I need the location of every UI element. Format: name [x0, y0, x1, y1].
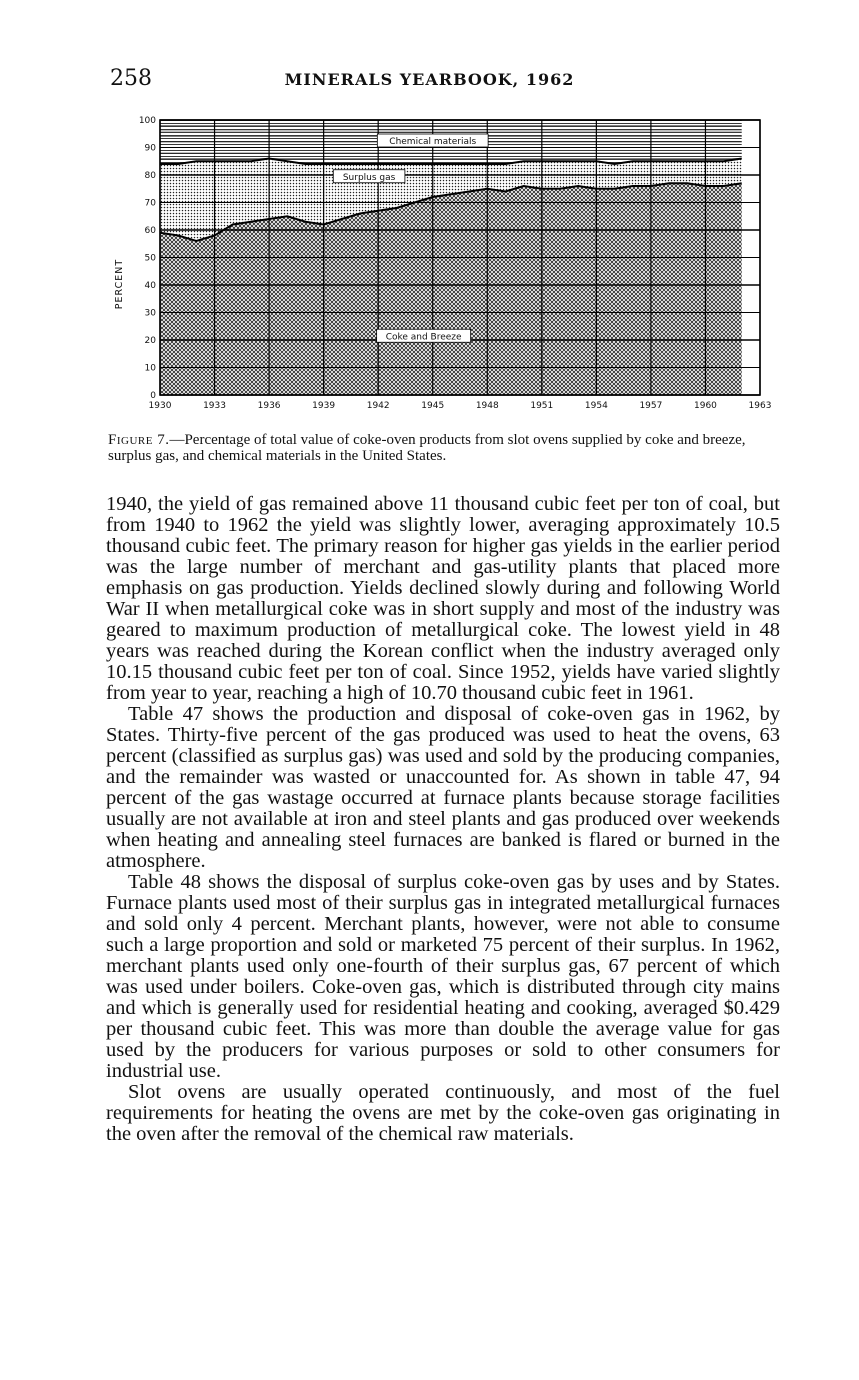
x-tick-label: 1939 — [312, 401, 336, 411]
y-tick-label: 30 — [144, 308, 156, 319]
x-tick-label: 1936 — [257, 401, 281, 411]
svg-text:Coke and Breeze: Coke and Breeze — [385, 332, 462, 343]
series-label-chemical-materials — [377, 134, 488, 147]
running-title: MINERALS YEARBOOK, 1962 — [284, 70, 575, 89]
x-tick-label: 1930 — [148, 401, 172, 411]
x-tick-label: 1933 — [203, 401, 226, 411]
paragraph-1: 1940, the yield of gas remained above 11 thousand cubic feet per ton of coal, but from 1940 to 1962 the yield was slightly lower, averaging approximately 10.5 thousand cubic feet. The primary reason for higher gas yields in the earlier period was the large number of merchant and gas-utility plants that placed more emphasis on gas production. Yields declined slowly during and following World War II when metallurgical coke was in short supply and most of the industry was geared to maximum production of metallurgical coke. The lowest yield in 48 years was reached during the Korean conflict when the industry averaged only 10.15 thousand cubic feet per ton of coal. Since 1952, yields have varied slightly from year to year, reaching a high of 10.70 thousand cubic feet in 1961. — [106, 493, 780, 704]
paragraph-3: Table 48 shows the disposal of surplus coke-oven gas by uses and by States. Furnace plants used most of their surplus gas in integrated metallurgical furnaces and sold only 4 percent. Merchant plants, however, were not able to consume such a large proportion and sold or marketed 75 percent of their surplus. In 1962, merchant plants used only one-fourth of their surplus gas, 67 percent of which was used under boilers. Coke-oven gas, which is distributed through city mains and which is generally used for residential heating and cooking, averaged $0.429 per thousand cubic feet. This was more than double the average value for gas used by the producers for various purposes or sold to other consumers for industrial use. — [106, 871, 780, 1082]
y-tick-label: 90 — [144, 143, 156, 154]
x-tick-label: 1948 — [475, 401, 499, 411]
svg-text:Surplus gas: Surplus gas — [342, 172, 396, 183]
x-tick-label: 1945 — [421, 401, 445, 411]
y-tick-label: 70 — [144, 198, 156, 209]
x-tick-label: 1951 — [530, 401, 554, 411]
y-tick-label: 100 — [138, 116, 156, 126]
x-tick-label: 1963 — [748, 401, 772, 411]
x-tick-label: 1957 — [639, 401, 663, 411]
series-label-surplus-gas — [333, 170, 405, 183]
y-tick-label: 60 — [144, 226, 156, 236]
x-tick-label: 1960 — [694, 401, 717, 411]
y-tick-label: 10 — [144, 363, 156, 374]
paragraph-4: Slot ovens are usually operated continuously, and most of the fuel requirements for heating the ovens are met by the coke-oven gas originating in the oven after the removal of the chemical raw materials. — [106, 1081, 780, 1145]
y-tick-label: 40 — [144, 281, 156, 291]
series-label-coke-and-breeze — [377, 329, 471, 342]
svg-text:Chemical materials: Chemical materials — [389, 137, 477, 147]
figure-caption — [108, 432, 783, 464]
caption-label: Figure 7. — [108, 432, 170, 448]
y-tick-label: 20 — [144, 336, 156, 346]
body-text — [106, 494, 780, 1145]
stacked-area-chart — [100, 110, 790, 430]
y-axis-title: PERCENT — [114, 258, 125, 310]
x-tick-label: 1954 — [584, 401, 608, 411]
page-number: 258 — [110, 66, 152, 91]
x-tick-label: 1942 — [366, 401, 390, 411]
y-tick-label: 50 — [144, 253, 156, 264]
caption-text: —Percentage of total value of coke-oven products from slot ovens supplied by coke and breeze, surplus gas, and chemical materials in the United States. — [108, 432, 746, 464]
y-tick-label: 80 — [144, 171, 156, 181]
y-tick-label: 0 — [150, 391, 156, 401]
figure-chart — [100, 110, 790, 430]
paragraph-2: Table 47 shows the production and disposal of coke-oven gas in 1962, by States. Thirty-five percent of the gas produced was used to heat the ovens, 63 percent (classified as surplus gas) was used and sold by the producing companies, and the remainder was wasted or unaccounted for. As shown in table 47, 94 percent of the gas wastage occurred at furnace plants because storage facilities usually are not available at iron and steel plants and gas produced over weekends when heating and annealing steel furnaces are banked is flared or burned in the atmosphere. — [106, 703, 780, 872]
